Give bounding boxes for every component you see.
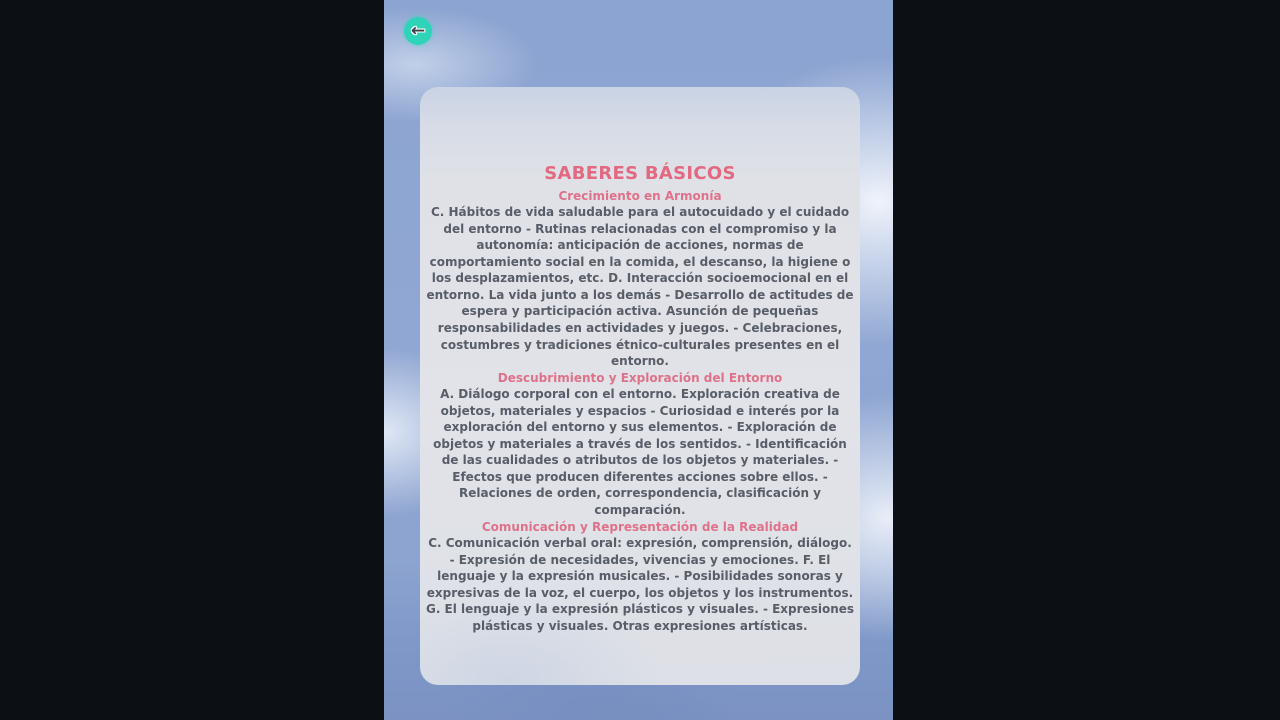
back-arrow-icon: ← [410,20,426,41]
slide-background [384,0,893,720]
content-card [420,87,860,685]
section-descubrimiento-exploracion [424,370,856,519]
page-title: SABERES BÁSICOS [544,163,736,184]
section-body: C. Comunicación verbal oral: expresión, comprensión, diálogo. - Expresión de necesidades, vivencias y emociones. F. El lenguaje y la expresión musicales. - Posibilidades sonoras y expresivas de la voz, el cuerpo, los objetos y los instrumentos. G. El lenguaje y la expresión plásticos y visuales. - Expresiones plásticas y visuales. Otras expresiones artísticas. [425,536,855,633]
section-comunicacion-representacion [424,519,856,635]
back-button[interactable] [404,17,432,45]
section-heading: Descubrimiento y Exploración del Entorno [497,370,783,385]
section-crecimiento-en-armonia [424,188,856,370]
section-heading: Crecimiento en Armonía [558,188,722,203]
section-body: C. Hábitos de vida saludable para el autocuidado y el cuidado del entorno - Rutinas relacionadas con el compromiso y la autonomía: anticipación de acciones, normas de comportamiento social en la comida, el descanso, la higiene o los desplazamientos, etc. D. Interacción socioemocional en el entorno. La vida junto a los demás - Desarrollo de actitudes de espera y participación activa. Asunción de pequeñas responsabilidades en actividades y juegos. - Celebraciones, costumbres y tradiciones étnico-culturales presentes en el entorno. [426,205,854,369]
section-body: A. Diálogo corporal con el entorno. Exploración creativa de objetos, materiales y espacios - Curiosidad e interés por la exploración del entorno y sus elementos. - Exploración de objetos y materiales a través de los sentidos. - Identificación de las cualidades o atributos de los objetos y materiales. - Efectos que producen diferentes acciones sobre ellos. - Relaciones de orden, correspondencia, clasificación y comparación. [433,387,847,517]
section-heading: Comunicación y Representación de la Realidad [481,519,799,534]
